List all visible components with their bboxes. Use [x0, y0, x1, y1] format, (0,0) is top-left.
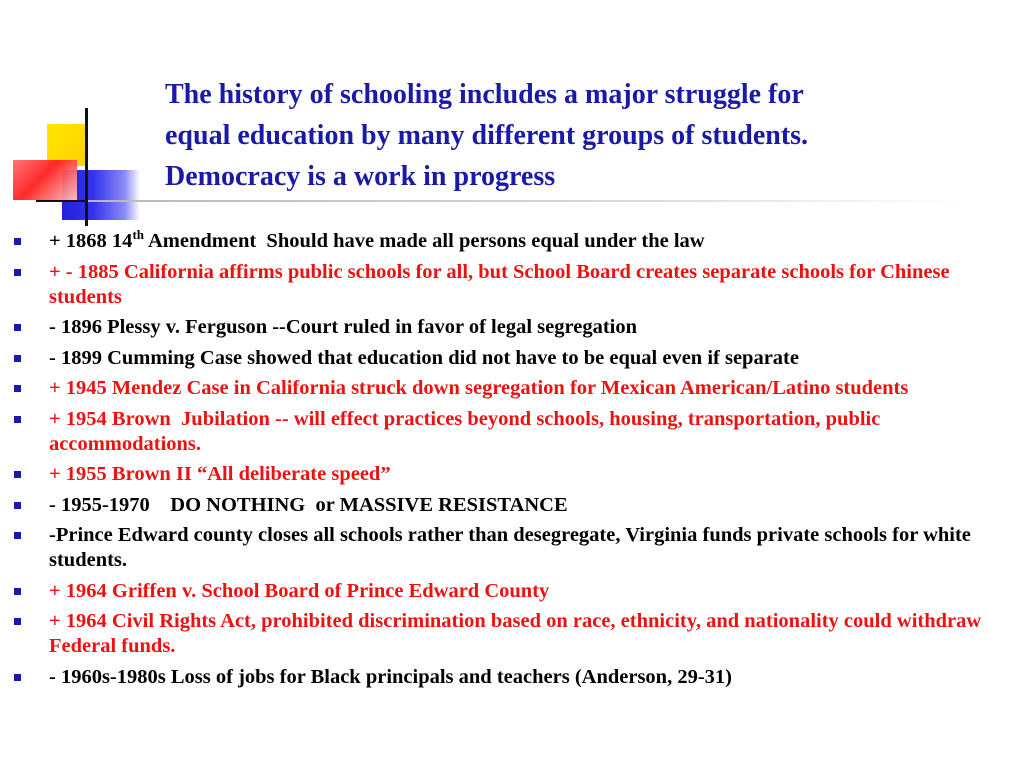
square-bullet-icon [14, 269, 21, 276]
logo-vertical-line [85, 108, 88, 226]
bullet-item [14, 462, 1004, 487]
bullet-item [14, 523, 1004, 573]
bullet-text: + 1868 14 [49, 230, 133, 252]
square-bullet-icon [14, 416, 21, 423]
bullet-item [14, 346, 1004, 371]
bullet-item [14, 229, 1004, 254]
logo-red-rectangle [13, 160, 77, 200]
slide-title [165, 74, 995, 197]
bullet-item [14, 665, 1004, 690]
bullet-item [14, 260, 1004, 310]
logo-yellow-square [47, 124, 87, 166]
bullet-text: - 1899 Cumming Case showed that education did not have to be equal even if separate [49, 346, 799, 369]
square-bullet-icon [14, 471, 21, 478]
bullet-text: - 1896 Plessy v. Ferguson --Court ruled in favor of legal segregation [49, 316, 637, 338]
bullet-text: - 1955-1970 DO NOTHING or MASSIVE RESISTANCE [49, 493, 568, 516]
bullet-text: + 1945 Mendez Case in California struck down segregation for Mexican American/Latino students [49, 377, 909, 399]
bullet-item [14, 315, 1004, 340]
bullet-item [14, 407, 1004, 457]
logo-blue-rectangle [62, 170, 140, 220]
bullet-item [14, 493, 1004, 518]
bullet-item [14, 609, 1004, 659]
logo-horizontal-line [36, 200, 162, 202]
bullet-text: + 1954 Brown Jubilation -- will effect practices beyond schools, housing, transportation, public accommodations. [49, 407, 881, 455]
ordinal-superscript: th [132, 227, 144, 243]
bullet-text: + - 1885 California affirms public schools for all, but School Board creates separate schools for Chinese students [49, 260, 950, 308]
square-bullet-icon [14, 355, 21, 362]
bullet-item [14, 376, 1004, 401]
slide-title-line: Democracy is a work in progress [165, 161, 556, 192]
square-bullet-icon [14, 588, 21, 595]
slide-title-line: equal education by many different groups of students. [165, 120, 809, 151]
slide-title-line: The history of schooling includes a major struggle for [165, 79, 804, 110]
bullet-text: -Prince Edward county closes all schools rather than desegregate, Virginia funds private schools for white students. [49, 524, 971, 571]
square-bullet-icon [14, 618, 21, 625]
bullet-item [14, 579, 1004, 604]
bullet-text: + 1964 Civil Rights Act, prohibited discrimination based on race, ethnicity, and nationality could withdraw Federal funds. [49, 610, 982, 657]
bullet-list [14, 229, 1004, 695]
square-bullet-icon [14, 324, 21, 331]
bullet-text: Amendment Should have made all persons equal under the law [144, 230, 705, 252]
square-bullet-icon [14, 532, 21, 539]
square-bullet-icon [14, 674, 21, 681]
square-bullet-icon [14, 385, 21, 392]
square-bullet-icon [14, 502, 21, 509]
bullet-text: + 1955 Brown II “All deliberate speed” [49, 463, 391, 485]
title-divider [88, 200, 968, 202]
square-bullet-icon [14, 238, 21, 245]
bullet-text: - 1960s-1980s Loss of jobs for Black principals and teachers (Anderson, 29-31) [49, 665, 732, 688]
bullet-text: + 1964 Griffen v. School Board of Prince Edward County [49, 579, 550, 602]
